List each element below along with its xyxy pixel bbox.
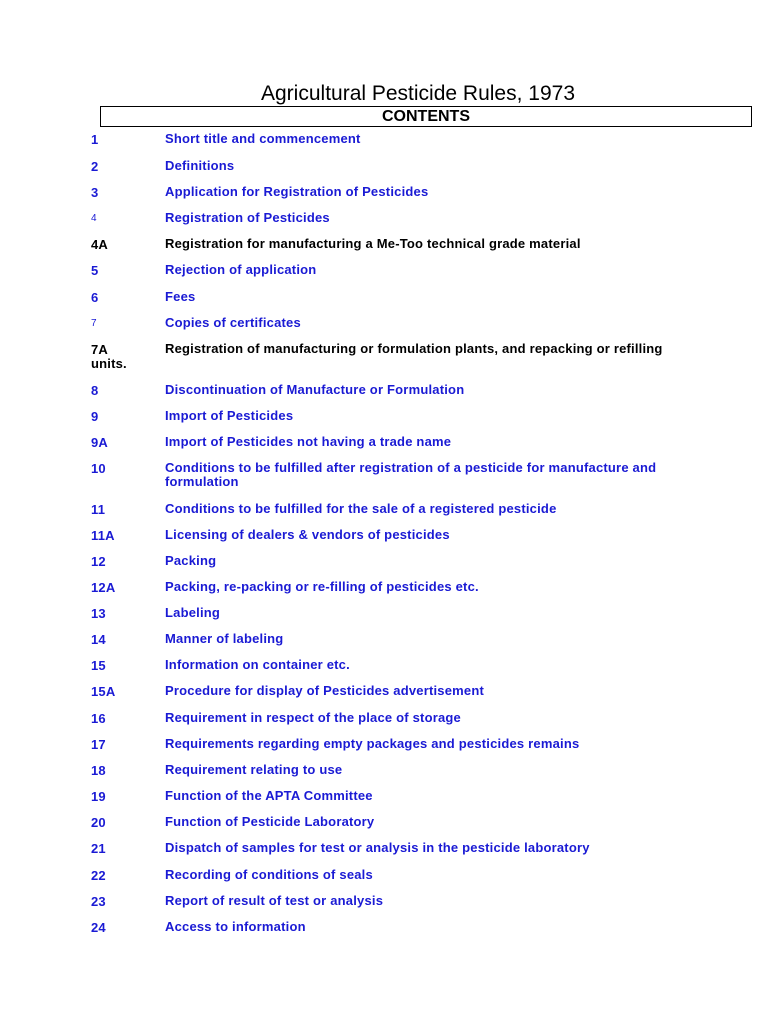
toc-entry-number: 22 bbox=[91, 868, 106, 883]
toc-entry-number: 13 bbox=[91, 606, 106, 621]
toc-entry-number: 24 bbox=[91, 920, 106, 935]
toc-entry-title[interactable]: Application for Registration of Pesticides bbox=[165, 184, 429, 199]
toc-entry-number: 10 bbox=[91, 461, 106, 476]
toc-entry-number: 11 bbox=[91, 502, 106, 517]
toc-entry-number: 11A bbox=[91, 528, 115, 543]
toc-entry-number: 1 bbox=[91, 132, 99, 147]
toc-entry-title[interactable]: Access to information bbox=[165, 919, 306, 934]
toc-entry-number: 17 bbox=[91, 737, 106, 752]
document-title: Agricultural Pesticide Rules, 1973 bbox=[261, 82, 575, 105]
toc-entry-number: 4 bbox=[91, 213, 97, 224]
toc-entry-title[interactable]: Report of result of test or analysis bbox=[165, 893, 384, 908]
toc-entry-number: 15A bbox=[91, 684, 116, 699]
toc-entry-title[interactable]: Requirement in respect of the place of storage bbox=[165, 710, 461, 725]
toc-entry-title[interactable]: Import of Pesticides bbox=[165, 408, 294, 423]
toc-entry-title[interactable]: Procedure for display of Pesticides advertisement bbox=[165, 683, 485, 698]
toc-entry-title[interactable]: Requirement relating to use bbox=[165, 762, 343, 777]
toc-entry-number: 9 bbox=[91, 409, 99, 424]
toc-entry-title[interactable]: Rejection of application bbox=[165, 262, 317, 277]
toc-entry-title[interactable]: Conditions to be fulfilled after registration of a pesticide for manufacture and formulation bbox=[165, 460, 657, 489]
toc-entry-number: 19 bbox=[91, 789, 106, 804]
toc-entry-number: 23 bbox=[91, 894, 106, 909]
toc-entry-number: 14 bbox=[91, 632, 106, 647]
toc-entry-continuation: units. bbox=[91, 356, 127, 371]
toc-entry-title[interactable]: Copies of certificates bbox=[165, 315, 301, 330]
toc-entry-title[interactable]: Import of Pesticides not having a trade name bbox=[165, 434, 452, 449]
toc-entry-number: 4A bbox=[91, 237, 109, 252]
toc-entry-title[interactable]: Licensing of dealers & vendors of pesticides bbox=[165, 527, 450, 542]
toc-entry-title[interactable]: Packing bbox=[165, 553, 217, 568]
toc-entry-title[interactable]: Function of the APTA Committee bbox=[165, 788, 373, 803]
toc-entry-number: 18 bbox=[91, 763, 106, 778]
toc-entry-title: Registration of manufacturing or formulation plants, and repacking or refilling bbox=[165, 341, 663, 356]
toc-entry-title[interactable]: Requirements regarding empty packages and pesticides remains bbox=[165, 736, 580, 751]
toc-entry-number: 9A bbox=[91, 435, 109, 450]
toc-entry-title[interactable]: Information on container etc. bbox=[165, 657, 350, 672]
toc-entry-title[interactable]: Discontinuation of Manufacture or Formulation bbox=[165, 382, 465, 397]
toc-entry-number: 7A bbox=[91, 342, 109, 357]
toc-entry-number: 6 bbox=[91, 290, 99, 305]
toc-entry-title[interactable]: Conditions to be fulfilled for the sale of a registered pesticide bbox=[165, 501, 557, 516]
toc-entry-title[interactable]: Function of Pesticide Laboratory bbox=[165, 814, 375, 829]
toc-entry-number: 2 bbox=[91, 159, 99, 174]
toc-entry-number: 5 bbox=[91, 263, 99, 278]
toc-entry-title[interactable]: Definitions bbox=[165, 158, 235, 173]
toc-entry-number: 16 bbox=[91, 711, 106, 726]
toc-entry-number: 12 bbox=[91, 554, 106, 569]
toc-entry-number: 12A bbox=[91, 580, 116, 595]
toc-entry-title[interactable]: Registration of Pesticides bbox=[165, 210, 330, 225]
toc-entry-number: 21 bbox=[91, 841, 106, 856]
toc-entry-title[interactable]: Manner of labeling bbox=[165, 631, 284, 646]
toc-entry-number: 20 bbox=[91, 815, 106, 830]
toc-entry-title[interactable]: Dispatch of samples for test or analysis in the pesticide laboratory bbox=[165, 840, 590, 855]
toc-entry-title[interactable]: Recording of conditions of seals bbox=[165, 867, 373, 882]
contents-heading: CONTENTS bbox=[100, 106, 752, 127]
toc-entry-number: 8 bbox=[91, 383, 99, 398]
toc-entry-number: 3 bbox=[91, 185, 99, 200]
toc-entry-title[interactable]: Short title and commencement bbox=[165, 131, 361, 146]
toc-entry-number: 7 bbox=[91, 318, 97, 329]
toc-entry-title[interactable]: Packing, re-packing or re-filling of pesticides etc. bbox=[165, 579, 479, 594]
toc-entry-title: Registration for manufacturing a Me-Too technical grade material bbox=[165, 236, 581, 251]
toc-entry-title[interactable]: Fees bbox=[165, 289, 196, 304]
toc-entry-title[interactable]: Labeling bbox=[165, 605, 221, 620]
toc-entry-number: 15 bbox=[91, 658, 106, 673]
